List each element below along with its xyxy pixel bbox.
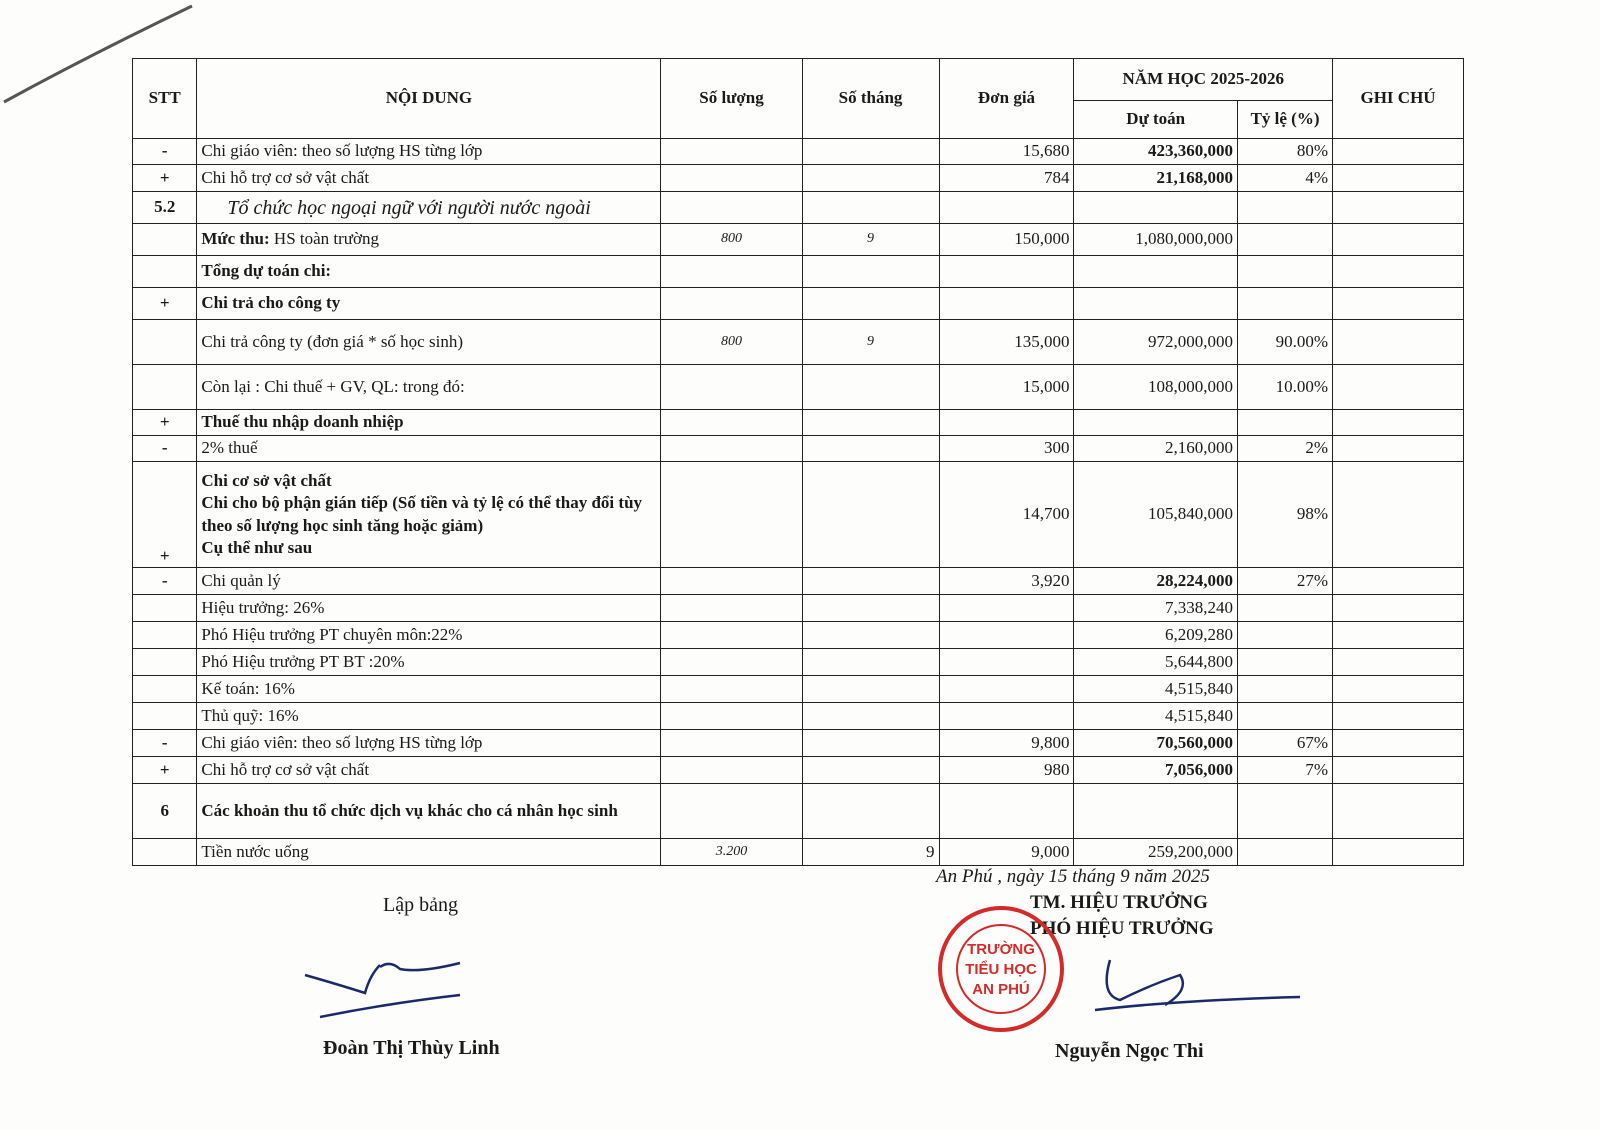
table-row [133,224,1464,256]
row-ratio [1238,649,1333,676]
row-months [802,757,939,784]
row-price: 14,700 [939,462,1074,568]
seal-line-1: TRƯỜNG [967,941,1035,958]
row-price: 784 [939,165,1074,192]
row-ratio: 80% [1238,139,1333,165]
row-estimate: 1,080,000,000 [1074,224,1238,256]
row-ratio [1238,703,1333,730]
row-months [802,595,939,622]
role-line: PHÓ HIỆU TRƯỞNG [1030,918,1214,939]
row-stt: - [133,568,197,595]
header-unit-price: Đơn giá [939,59,1074,139]
row-months [802,676,939,703]
row-estimate: 7,056,000 [1074,757,1238,784]
row-estimate: 108,000,000 [1074,365,1238,410]
row-note [1333,320,1464,365]
row-months [802,462,939,568]
row-ratio [1238,192,1333,224]
row-estimate: 423,360,000 [1074,139,1238,165]
table-row [133,320,1464,365]
row-ratio [1238,288,1333,320]
table-row [133,703,1464,730]
row-stt [133,649,197,676]
row-months [802,649,939,676]
row-quantity [661,436,802,462]
row-months [802,288,939,320]
row-stt: + [133,410,197,436]
table-row [133,256,1464,288]
fee-label: Mức thu: [201,229,270,249]
header-stt: STT [133,59,197,139]
section-title: Tổ chức học ngoại ngữ với người nước ngoài [197,192,661,224]
row-content: Chi giáo viên: theo số lượng HS từng lớp [197,139,661,165]
seal-line-2: TIỂU HỌC [965,961,1037,978]
row-note [1333,139,1464,165]
row-estimate: 5,644,800 [1074,649,1238,676]
row-ratio [1238,224,1333,256]
table-row [133,436,1464,462]
date-line: An Phú , ngày 15 tháng 9 năm 2025 [936,866,1210,887]
row-content: Chi cơ sở vật chất Chi cho bộ phận gián tiếp (Số tiền và tỷ lệ có thể thay đổi tùy theo số lượng học sinh tăng hoặc giảm) Cụ thể như sau [197,462,661,568]
row-ratio: 27% [1238,568,1333,595]
org-line: TM. HIỆU TRƯỞNG [1030,892,1208,913]
row-months: 9 [802,224,939,256]
row-estimate: 4,515,840 [1074,676,1238,703]
header-estimate: Dự toán [1074,101,1238,139]
row-quantity: 800 [661,320,802,365]
row-quantity [661,365,802,410]
row-months [802,730,939,757]
row-content: Hiệu trưởng: 26% [197,595,661,622]
row-stt [133,676,197,703]
row-price [939,410,1074,436]
row-ratio [1238,595,1333,622]
header-school-year: NĂM HỌC 2025-2026 [1074,59,1333,101]
row-estimate: 4,515,840 [1074,703,1238,730]
row-ratio [1238,622,1333,649]
table-row [133,839,1464,866]
row-note [1333,165,1464,192]
row-quantity [661,165,802,192]
row-months [802,436,939,462]
row-price [939,676,1074,703]
row-stt: + [133,288,197,320]
row-stt [133,703,197,730]
row-quantity [661,462,802,568]
row-quantity [661,568,802,595]
row-price: 980 [939,757,1074,784]
row-ratio [1238,676,1333,703]
row-price [939,192,1074,224]
header-quantity: Số lượng [661,59,802,139]
row-quantity [661,288,802,320]
row-content: Phó Hiệu trưởng PT chuyên môn:22% [197,622,661,649]
table-row [133,649,1464,676]
row-ratio: 10.00% [1238,365,1333,410]
row-ratio: 7% [1238,757,1333,784]
row-quantity [661,757,802,784]
row-quantity [661,192,802,224]
row-content: Tiền nước uống [197,839,661,866]
row-estimate [1074,410,1238,436]
row-quantity [661,649,802,676]
row-ratio [1238,839,1333,866]
row-estimate: 105,840,000 [1074,462,1238,568]
row-stt [133,839,197,866]
table-row [133,595,1464,622]
row-estimate: 6,209,280 [1074,622,1238,649]
row-quantity [661,139,802,165]
row-months [802,192,939,224]
row-content: Chi hỗ trợ cơ sở vật chất [197,757,661,784]
row-content: Thuế thu nhập doanh nhiệp [197,410,661,436]
school-seal [936,904,1066,1034]
row-stt: + [133,165,197,192]
row-content: Các khoản thu tổ chức dịch vụ khác cho cá nhân học sinh [197,784,661,839]
row-price: 150,000 [939,224,1074,256]
table-row [133,676,1464,703]
table-row [133,365,1464,410]
row-note [1333,410,1464,436]
row-stt: - [133,139,197,165]
row-price: 300 [939,436,1074,462]
row-quantity [661,622,802,649]
row-price: 3,920 [939,568,1074,595]
row-ratio [1238,784,1333,839]
row-months: 9 [802,320,939,365]
row-stt [133,365,197,410]
table-row [133,288,1464,320]
row-ratio: 2% [1238,436,1333,462]
row-quantity: 800 [661,224,802,256]
row-estimate [1074,288,1238,320]
table-row [133,192,1464,224]
row-price: 135,000 [939,320,1074,365]
preparer-signature [300,955,480,1025]
row-stt [133,595,197,622]
row-content: Chi trả công ty (đơn giá * số học sinh) [197,320,661,365]
row-months [802,139,939,165]
fee-scope: HS toàn trường [273,229,380,249]
header-months: Số tháng [802,59,939,139]
row-quantity: 3.200 [661,839,802,866]
row-estimate [1074,784,1238,839]
row-note [1333,676,1464,703]
row-stt [133,320,197,365]
row-quantity [661,595,802,622]
row-months [802,410,939,436]
row-note [1333,649,1464,676]
row-stt [133,256,197,288]
row-content: Tổng dự toán chi: [197,256,661,288]
row-note [1333,568,1464,595]
principal-signature [1080,955,1310,1025]
row-ratio [1238,256,1333,288]
row-note [1333,462,1464,568]
row-stt: 6 [133,784,197,839]
row-months: 9 [802,839,939,866]
row-note [1333,436,1464,462]
row-estimate [1074,256,1238,288]
table-row [133,568,1464,595]
row-price [939,256,1074,288]
row-note [1333,730,1464,757]
header-ratio: Tỷ lệ (%) [1238,101,1333,139]
row-estimate: 259,200,000 [1074,839,1238,866]
header-note: GHI CHÚ [1333,59,1464,139]
header-content: NỘI DUNG [197,59,661,139]
row-ratio [1238,410,1333,436]
row-ratio: 98% [1238,462,1333,568]
row-months [802,165,939,192]
row-content: Thủ quỹ: 16% [197,703,661,730]
row-stt: 5.2 [133,192,197,224]
row-ratio: 4% [1238,165,1333,192]
signer-name: Nguyễn Ngọc Thi [1055,1040,1204,1062]
row-ratio: 90.00% [1238,320,1333,365]
row-content: Chi giáo viên: theo số lượng HS từng lớp [197,730,661,757]
table-row [133,165,1464,192]
row-stt: + [133,757,197,784]
row-note [1333,595,1464,622]
seal-line-3: AN PHÚ [972,981,1030,998]
row-note [1333,288,1464,320]
row-estimate: 70,560,000 [1074,730,1238,757]
row-content: Phó Hiệu trưởng PT BT :20% [197,649,661,676]
row-note [1333,365,1464,410]
row-months [802,784,939,839]
row-content: Chi quản lý [197,568,661,595]
row-stt: + [133,462,197,568]
row-quantity [661,410,802,436]
prepared-label: Lập bảng [383,894,458,916]
row-estimate: 2,160,000 [1074,436,1238,462]
preparer-name: Đoàn Thị Thùy Linh [323,1037,500,1059]
row-estimate: 21,168,000 [1074,165,1238,192]
row-months [802,256,939,288]
row-quantity [661,676,802,703]
row-price [939,649,1074,676]
row-content: Chi hỗ trợ cơ sở vật chất [197,165,661,192]
budget-table [132,58,1464,866]
row-quantity [661,703,802,730]
row-note [1333,622,1464,649]
table-row [133,757,1464,784]
row-price: 9,800 [939,730,1074,757]
row-price: 15,000 [939,365,1074,410]
row-price [939,622,1074,649]
row-content: 2% thuế [197,436,661,462]
row-quantity [661,730,802,757]
table-row [133,410,1464,436]
row-content: Kế toán: 16% [197,676,661,703]
row-content: Còn lại : Chi thuế + GV, QL: trong đó: [197,365,661,410]
row-stt [133,224,197,256]
row-price [939,595,1074,622]
table-row [133,784,1464,839]
row-months [802,568,939,595]
row-note [1333,784,1464,839]
table-row [133,622,1464,649]
row-content [197,224,661,256]
row-months [802,622,939,649]
row-note [1333,703,1464,730]
row-quantity [661,784,802,839]
row-months [802,703,939,730]
row-quantity [661,256,802,288]
row-note [1333,224,1464,256]
row-months [802,365,939,410]
row-price: 15,680 [939,139,1074,165]
row-note [1333,839,1464,866]
row-price: 9,000 [939,839,1074,866]
row-estimate: 28,224,000 [1074,568,1238,595]
row-content: Chi trả cho công ty [197,288,661,320]
row-price [939,784,1074,839]
row-estimate [1074,192,1238,224]
row-ratio: 67% [1238,730,1333,757]
row-price [939,288,1074,320]
row-stt [133,622,197,649]
table-row [133,139,1464,165]
row-note [1333,256,1464,288]
table-row [133,462,1464,568]
row-stt: - [133,436,197,462]
row-estimate: 7,338,240 [1074,595,1238,622]
row-note [1333,757,1464,784]
row-estimate: 972,000,000 [1074,320,1238,365]
table-row [133,730,1464,757]
row-price [939,703,1074,730]
row-stt: - [133,730,197,757]
row-note [1333,192,1464,224]
